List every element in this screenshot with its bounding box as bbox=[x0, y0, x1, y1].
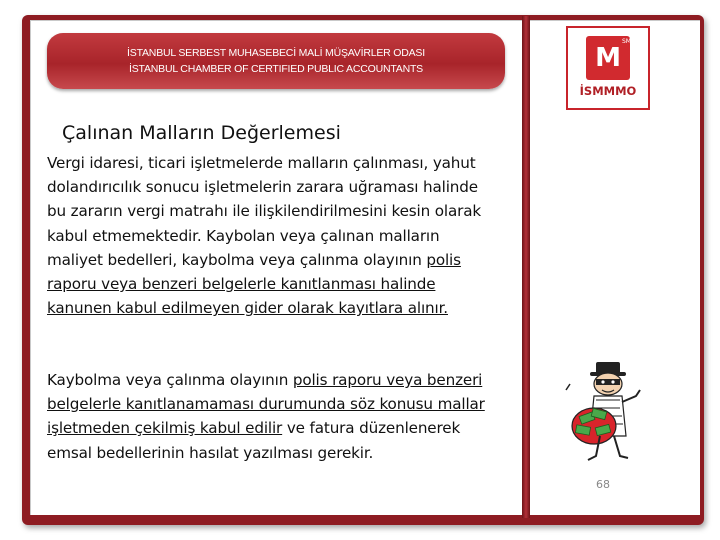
logo-tm: SM bbox=[622, 38, 631, 45]
slide-title: Çalınan Malların Değerlemesi bbox=[62, 122, 341, 144]
ismmmo-logo-icon bbox=[566, 26, 650, 110]
logo-mark: M bbox=[586, 36, 630, 80]
paragraph-1 bbox=[47, 151, 487, 320]
paragraph-2-underlined: polis raporu veya benzeri belgelerle kanıtlanamaması durumunda söz konusu mallar işletmeden çekilmiş kabul edilir bbox=[47, 371, 485, 438]
header-banner bbox=[47, 33, 505, 89]
header-line-2: İSTANBUL CHAMBER OF CERTIFIED PUBLIC ACCOUNTANTS bbox=[129, 63, 423, 75]
paragraph-2-end: ve fatura düzenlenerek emsal bedellerinin hasılat yazılması gerekir. bbox=[47, 419, 461, 462]
logo-text: İSMMMO bbox=[579, 84, 637, 98]
header-line-1: İSTANBUL SERBEST MUHASEBECİ MALİ MÜŞAVİRLER ODASI bbox=[127, 47, 425, 59]
paragraph-2 bbox=[47, 368, 487, 465]
paragraph-1-underlined: polis raporu veya benzeri belgelerle kanıtlanması halinde kanunen kabul edilmeyen gider olarak kayıtlara alınır. bbox=[47, 250, 461, 318]
book-spine bbox=[522, 16, 530, 518]
page-number: 68 bbox=[596, 478, 610, 491]
paragraph-1-text: Vergi idaresi, ticari işletmelerde malların çalınması, yahut dolandırıcılık sonucu işletmelerin zarara uğraması halinde bu zararın vergi matrahı ile ilişkilendirilmesini kesin olarak kabul etmemektedir. Kaybolan veya çalınan malların maliyet bedelleri, kaybolma veya çalınma olayının bbox=[47, 154, 482, 269]
thief-with-money-bag-icon bbox=[556, 356, 652, 466]
paragraph-2-start: Kaybolma veya çalınma olayının bbox=[47, 371, 293, 389]
